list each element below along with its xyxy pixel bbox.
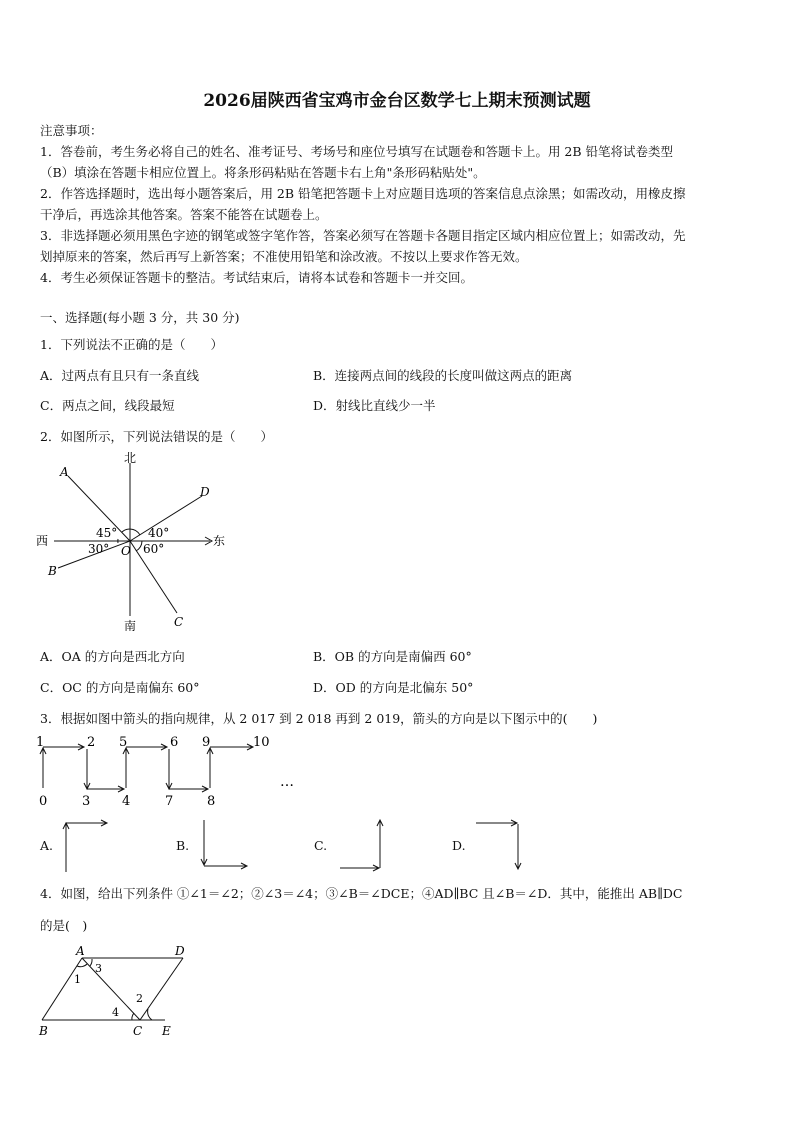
- q3-option-d-arrow: [474, 818, 526, 874]
- seq-number: 0: [39, 794, 48, 809]
- seq-number: 3: [82, 794, 91, 809]
- q1-option-d: D．射线比直线少一半: [313, 398, 436, 413]
- west-label: 西: [36, 534, 49, 548]
- notice-line: （B）填涂在答题卡相应位置上。将条形码粘贴在答题卡右上角"条形码粘贴处"。: [40, 165, 486, 180]
- q2-option-a: A．OA 的方向是西北方向: [40, 649, 185, 664]
- q2-stem: 2．如图所示，下列说法错误的是（ ）: [40, 429, 273, 444]
- q2-option-d: D．OD 的方向是北偏东 50°: [313, 680, 474, 695]
- seq-number: 7: [165, 794, 174, 809]
- seq-number: 1: [36, 735, 45, 750]
- angle-1-label: 1: [74, 973, 81, 986]
- vertex-a-label: A: [76, 944, 85, 958]
- notice-line: 干净后，再选涂其他答案。答案不能答在试题卷上。: [40, 207, 328, 222]
- q1-option-c: C．两点之间，线段最短: [40, 398, 175, 413]
- seq-number: 2: [87, 735, 96, 750]
- q3-option-c-arrow: [336, 818, 388, 874]
- point-o-label: O: [121, 544, 131, 558]
- q1-option-a: A．过两点有且只有一条直线: [40, 368, 200, 383]
- seq-number: 5: [119, 735, 128, 750]
- seq-number: 10: [253, 735, 270, 750]
- notice-line: 2．作答选择题时，选出每小题答案后，用 2B 铅笔把答题卡上对应题目选项的答案信息点涂黑；如需改动，用橡皮擦: [40, 186, 686, 201]
- point-d-label: D: [200, 485, 210, 499]
- q3-option-b-label: B.: [176, 838, 190, 853]
- notice-line: 划掉原来的答案，然后再写上新答案；不准使用铅笔和涂改液。不按以上要求作答无效。: [40, 249, 528, 264]
- notice-line: 1．答卷前，考生务必将自己的姓名、准考证号、考场号和座位号填写在试题卷和答题卡上。用 2B 铅笔将试卷类型: [40, 144, 674, 159]
- vertex-e-label: E: [162, 1024, 171, 1038]
- north-label: 北: [124, 451, 137, 465]
- compass-figure: [30, 448, 240, 638]
- arrow-pattern-figure: [30, 730, 320, 812]
- point-b-label: B: [48, 564, 57, 578]
- angle-60-label: 60°: [143, 542, 165, 556]
- angle-2-label: 2: [136, 992, 143, 1005]
- vertex-c-label: C: [133, 1024, 143, 1038]
- q2-option-c: C．OC 的方向是南偏东 60°: [40, 680, 200, 695]
- parallelogram-figure: [30, 940, 190, 1042]
- page-title: 2026届陕西省宝鸡市金台区数学七上期末预测试题: [203, 91, 591, 111]
- q3-option-d-label: D.: [452, 838, 466, 853]
- point-a-label: A: [60, 465, 69, 479]
- notice-line: 4．考生必须保证答题卡的整洁。考试结束后，请将本试卷和答题卡一并交回。: [40, 270, 473, 285]
- ellipsis: …: [280, 774, 294, 790]
- east-label: 东: [213, 534, 226, 548]
- seq-number: 4: [122, 794, 131, 809]
- vertex-b-label: B: [39, 1024, 48, 1038]
- seq-number: 8: [207, 794, 216, 809]
- q3-stem: 3．根据如图中箭头的指向规律，从 2 017 到 2 018 再到 2 019，箭头的方向是以下图示中的( ): [40, 711, 598, 726]
- q3-option-a-arrow: [58, 818, 110, 874]
- seq-number: 9: [202, 735, 211, 750]
- q2-option-b: B．OB 的方向是南偏西 60°: [313, 649, 472, 664]
- angle-45-label: 45°: [96, 526, 118, 540]
- q3-option-c-label: C.: [314, 838, 328, 853]
- q4-stem-line1: 4．如图，给出下列条件 ①∠1＝∠2；②∠3＝∠4；③∠B＝∠DCE；④AD∥BC 且∠B＝∠D．其中，能推出 AB∥DC: [40, 886, 683, 901]
- q3-option-b-arrow: [198, 818, 250, 874]
- q3-option-a-label: A.: [40, 838, 54, 853]
- q1-stem: 1．下列说法不正确的是（ ）: [40, 337, 223, 352]
- south-label: 南: [124, 619, 137, 633]
- seq-number: 6: [170, 735, 179, 750]
- notice-line: 3．非选择题必须用黑色字迹的钢笔或签字笔作答，答案必须写在答题卡各题目指定区域内相应位置上；如需改动，先: [40, 228, 686, 243]
- vertex-d-label: D: [175, 944, 185, 958]
- section-heading: 一、选择题(每小题 3 分，共 30 分): [40, 310, 240, 325]
- angle-4-label: 4: [112, 1006, 119, 1019]
- angle-3-label: 3: [95, 962, 102, 975]
- notice-heading: 注意事项：: [40, 123, 103, 138]
- point-c-label: C: [174, 615, 184, 629]
- angle-40-label: 40°: [148, 526, 170, 540]
- angle-30-label: 30°: [88, 542, 110, 556]
- q4-stem-line2: 的是( ): [40, 918, 88, 933]
- q1-option-b: B．连接两点间的线段的长度叫做这两点的距离: [313, 368, 573, 383]
